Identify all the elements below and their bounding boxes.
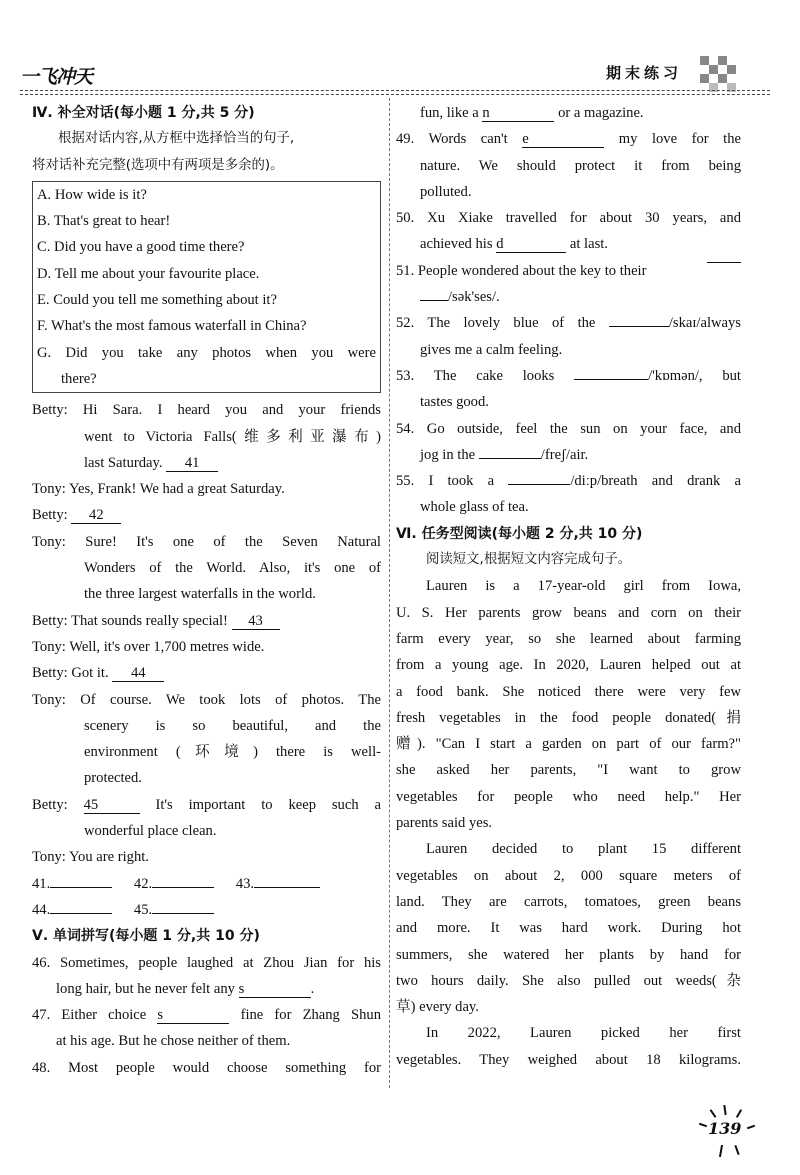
passage-line: parents said yes. — [396, 815, 493, 832]
section-4-instruction: 根据对话内容,从方框中选择恰当的句子, — [58, 131, 295, 147]
brand-logo: 一飞冲天 — [20, 66, 93, 88]
passage-line: two hours daily. She also pulled out weeds(杂 — [396, 972, 741, 989]
option-a: A. How wide is it? — [37, 186, 147, 203]
checker-decoration — [700, 56, 742, 92]
question-text: or a magazine. — [558, 105, 644, 121]
question-text: 52. The lovely blue of the — [396, 315, 596, 332]
blank-51a[interactable] — [707, 262, 741, 263]
question-55 — [396, 468, 741, 494]
dialogue-text: last Saturday. — [84, 454, 163, 471]
passage-line: vegetables on about 2, 000 square meters of — [396, 867, 741, 884]
passage-line: summers, she watered her plants by hand for — [396, 946, 741, 963]
dialogue-line — [32, 502, 381, 528]
question-51-cont — [396, 284, 741, 310]
header-title: 期末练习 — [606, 64, 683, 82]
blank-41[interactable]: 41 — [166, 455, 218, 472]
dialogue-line: protected. — [84, 770, 142, 787]
passage-line: Lauren decided to plant 15 different — [426, 841, 741, 858]
option-g: G. Did you take any photos when you were — [37, 344, 376, 361]
passage-line: land. They are carrots, tomatoes, green beans — [396, 893, 741, 910]
blank-53[interactable] — [574, 379, 648, 380]
question-text: jog in the — [420, 446, 476, 463]
question-49 — [396, 126, 741, 152]
question-text: fun, like a — [420, 105, 479, 121]
dialogue-text: Betty: — [32, 507, 68, 524]
dialogue-line: scenery is so beautiful, and the — [84, 717, 381, 734]
question-text: my love for the — [618, 131, 741, 148]
blank-52[interactable] — [609, 326, 669, 327]
blank-47[interactable]: s — [157, 1007, 229, 1024]
section-5-title: Ⅴ. 单词拼写(每小题 1 分,共 10 分) — [32, 928, 260, 945]
answer-blank-44[interactable] — [50, 913, 112, 914]
question-text: 53. The cake looks — [396, 367, 555, 384]
options-box — [32, 181, 381, 393]
question-text: at last. — [569, 236, 608, 253]
header-rule-2 — [20, 94, 770, 95]
passage-line: Lauren is a 17-year-old girl from Iowa, — [426, 578, 741, 595]
reading-paragraph-1 — [396, 573, 741, 836]
dialogue-text: Betty: That sounds really special! — [32, 612, 228, 629]
reading-paragraph-3 — [396, 1020, 741, 1073]
answer-blank-42[interactable] — [152, 887, 214, 888]
passage-line: she asked her parents, "I want to grow — [396, 762, 741, 779]
answer-label: 41. — [32, 875, 51, 892]
left-column — [32, 100, 381, 1081]
answer-label: 43. — [235, 875, 255, 892]
question-49-cont: polluted. — [420, 183, 472, 200]
option-c: C. Did you have a good time there? — [37, 239, 245, 256]
blank-42[interactable]: 42 — [71, 507, 121, 524]
answer-blank-45[interactable] — [152, 913, 214, 914]
blank-46[interactable]: s — [239, 981, 311, 998]
question-46: 46. Sometimes, people laughed at Zhou Jian for his — [32, 954, 381, 971]
blank-51b[interactable] — [420, 300, 448, 301]
question-text: long hair, but he never felt any — [56, 980, 235, 997]
question-text: /'kɒmən/, but — [648, 367, 741, 384]
question-49-cont: nature. We should protect it from being — [420, 157, 741, 174]
option-g-cont: there? — [61, 370, 97, 387]
passage-line: vegetables. They weighed about 18 kilograms. — [396, 1051, 741, 1068]
reading-paragraph-2 — [396, 836, 741, 1020]
dialogue-line: Wonders of the World. Also, it's one of — [84, 560, 381, 577]
passage-line: U. S. Her parents grow beans and corn on their — [396, 604, 741, 621]
dialogue-line: the three largest waterfalls in the world. — [84, 586, 316, 603]
question-52 — [396, 310, 741, 336]
question-text: achieved his — [420, 236, 493, 253]
passage-line: farm every year, so she learned about farming — [396, 630, 741, 647]
option-b: B. That's great to hear! — [37, 213, 171, 230]
question-54-cont — [396, 442, 741, 468]
question-52-cont: gives me a calm feeling. — [420, 341, 563, 358]
dialogue-line — [32, 792, 381, 818]
blank-55[interactable] — [508, 484, 570, 485]
answer-row — [32, 871, 381, 897]
question-55-cont: whole glass of tea. — [420, 499, 529, 516]
dialogue-line: Tony: You are right. — [32, 849, 149, 866]
passage-line: and more. It was hard work. During hot — [396, 920, 741, 937]
question-text: fine for Zhang Shun — [240, 1007, 381, 1024]
dialogue-line: wonderful place clean. — [84, 823, 217, 840]
question-text: /skaɪ/always — [668, 315, 741, 332]
header-rule — [20, 90, 770, 91]
blank-54[interactable] — [479, 458, 541, 459]
dialogue-line: Tony: Well, it's over 1,700 metres wide. — [32, 638, 265, 655]
question-text: 47. Either choice — [32, 1007, 147, 1024]
right-column — [396, 100, 741, 1073]
question-54: 54. Go outside, feel the sun on your face, and — [396, 420, 741, 437]
page-number: 139 — [708, 1119, 742, 1138]
question-47-cont: at his age. But he chose neither of them. — [56, 1033, 291, 1050]
answer-label: 45. — [133, 901, 153, 918]
section-6-instruction: 阅读短文,根据短文内容完成句子。 — [426, 552, 632, 568]
question-50: 50. Xu Xiake travelled for about 30 years, and — [396, 210, 741, 227]
question-53-cont: tastes good. — [420, 394, 489, 411]
blank-50[interactable]: d — [496, 236, 566, 253]
passage-line: fresh vegetables in the food people donated(捐 — [396, 709, 741, 726]
dialogue-line: Tony: Yes, Frank! We had a great Saturday. — [32, 481, 285, 498]
section-4-instruction-cont: 将对话补充完整(选项中有两项是多余的)。 — [32, 157, 284, 173]
passage-line: In 2022, Lauren picked her first — [426, 1025, 741, 1042]
question-text: 51. People wondered about the key to their — [396, 262, 647, 279]
page-number-badge — [700, 1105, 760, 1161]
answer-blank-41[interactable] — [50, 887, 112, 888]
question-47 — [32, 1002, 381, 1028]
question-text: 49. Words can't — [396, 131, 508, 148]
question-51 — [396, 258, 741, 284]
answer-label: 42. — [133, 875, 153, 892]
passage-line: a food bank. She noticed there were very few — [396, 683, 741, 700]
question-46-cont: long hair, but he never felt any s . — [56, 980, 315, 997]
blank-45[interactable]: 45 — [84, 797, 140, 814]
question-53 — [396, 363, 741, 389]
answer-row — [32, 897, 381, 923]
option-f: F. What's the most famous waterfall in China? — [37, 318, 307, 335]
dialogue-line: Betty: Hi Sara. I heard you and your friends — [32, 402, 381, 419]
answer-blank-43[interactable] — [254, 887, 320, 888]
option-e: E. Could you tell me something about it? — [37, 292, 277, 309]
section-6-title: Ⅵ. 任务型阅读(每小题 2 分,共 10 分) — [396, 525, 643, 542]
column-divider — [389, 98, 390, 1088]
dialogue-line — [32, 608, 381, 634]
answer-label: 44. — [32, 901, 51, 918]
page-header — [0, 0, 800, 100]
passage-line: 赠). "Can I start a garden on part of our farm?" — [396, 736, 741, 753]
question-text: /diːp/breath and drank a — [570, 473, 741, 490]
question-text: /sək'ses/. — [448, 289, 500, 306]
dialogue-line: Tony: Sure! It's one of the Seven Natural — [32, 533, 381, 550]
blank-44[interactable]: 44 — [112, 665, 164, 682]
blank-48[interactable]: n — [482, 105, 554, 122]
blank-43[interactable]: 43 — [232, 613, 280, 630]
dialogue-line — [32, 660, 381, 686]
passage-line: 草) every day. — [396, 999, 479, 1016]
question-50-cont — [396, 231, 741, 257]
dialogue-line: went to Victoria Falls(维多利亚瀑布) — [84, 428, 381, 445]
passage-line: from a young age. In 2020, Lauren helped out at — [396, 657, 741, 674]
dialogue-text: Betty: — [32, 796, 68, 813]
question-48-cont — [396, 100, 741, 126]
passage-line: vegetables for people who need help." Her — [396, 788, 741, 805]
question-text: /freʃ/air. — [540, 446, 589, 463]
question-48: 48. Most people would choose something for — [32, 1059, 381, 1076]
option-d: D. Tell me about your favourite place. — [37, 265, 260, 282]
section-4-title: Ⅳ. 补全对话(每小题 1 分,共 5 分) — [32, 105, 255, 121]
dialogue-line — [32, 450, 381, 476]
dialogue-line: environment (环境) there is well- — [84, 744, 381, 761]
dialogue-text: It's important to keep such a — [155, 796, 381, 813]
dialogue-line: Tony: Of course. We took lots of photos. The — [32, 691, 381, 708]
blank-49[interactable]: e — [522, 131, 604, 148]
question-text: 55. I took a — [396, 473, 495, 490]
dialogue-text: Betty: Got it. — [32, 665, 109, 682]
